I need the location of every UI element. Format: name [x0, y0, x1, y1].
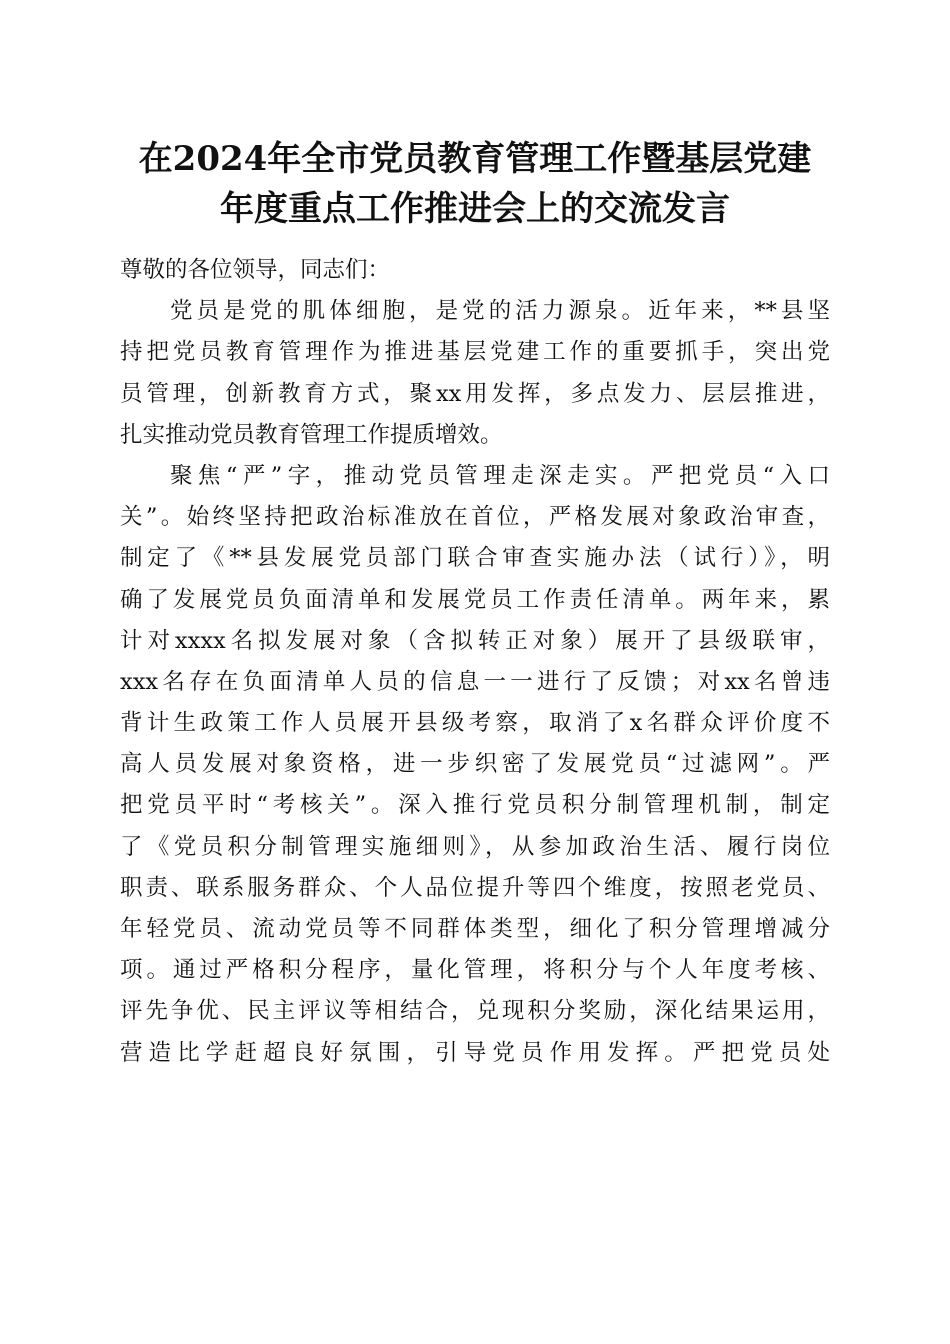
paragraph-2-line: 职责、联系服务群众、个人品位提升等四个维度，按照老党员、 [120, 874, 830, 901]
paragraph-2-line: 年轻党员、流动党员等不同群体类型，细化了积分管理增减分 [120, 916, 830, 942]
paragraph-2-line: 确了发展党员负面清单和发展党员工作责任清单。两年来，累 [120, 586, 830, 613]
paragraph-2-line: 了《党员积分制管理实施细则》，从参加政治生活、履行岗位 [120, 833, 830, 860]
paragraph-2-line: 把党员平时“考核关”。深入推行党员积分制管理机制，制定 [120, 792, 830, 819]
paragraph-2-line: 营造比学赶超良好氛围，引导党员作用发挥。严把党员处 [120, 1039, 830, 1066]
paragraph-2-line: 背计生政策工作人员展开县级考察，取消了x名群众评价度不 [120, 710, 830, 737]
document-body [120, 250, 830, 1074]
document-title [100, 134, 850, 234]
paragraph-2-line: 聚焦“严”字，推动党员管理走深走实。严把党员“入口 [170, 462, 830, 489]
paragraph-2-line: xxx名存在负面清单人员的信息一一进行了反馈；对xx名曾违 [120, 668, 830, 695]
paragraph-1-line: 员管理，创新教育方式，聚xx用发挥，多点发力、层层推进， [120, 380, 830, 407]
paragraph-2-line: 制定了《**县发展党员部门联合审查实施办法（试行）》，明 [120, 545, 830, 572]
paragraph-2-line: 评先争优、民主评议等相结合，兑现积分奖励，深化结果运用， [120, 998, 830, 1025]
paragraph-1-line: 党员是党的肌体细胞，是党的活力源泉。近年来，**县坚 [170, 298, 830, 325]
paragraph-1-line: 持把党员教育管理作为推进基层党建工作的重要抓手，突出党 [120, 339, 830, 366]
paragraph-2-line: 高人员发展对象资格，进一步织密了发展党员“过滤网”。严 [120, 751, 830, 778]
paragraph-1-line: 扎实推动党员教育管理工作提质增效。 [120, 421, 503, 448]
title-line-1: 在2024年全市党员教育管理工作暨基层党建 [138, 139, 812, 179]
title-line-2: 年度重点工作推进会上的交流发言 [220, 189, 730, 229]
salutation: 尊敬的各位领导，同志们： [120, 257, 391, 283]
paragraph-2-line: 项。通过严格积分程序，量化管理，将积分与个人年度考核、 [120, 957, 830, 984]
paragraph-2-line: 计对xxxx名拟发展对象（含拟转正对象）展开了县级联审， [120, 627, 830, 654]
paragraph-2-line: 关”。始终坚持把政治标准放在首位，严格发展对象政治审查， [120, 504, 830, 531]
